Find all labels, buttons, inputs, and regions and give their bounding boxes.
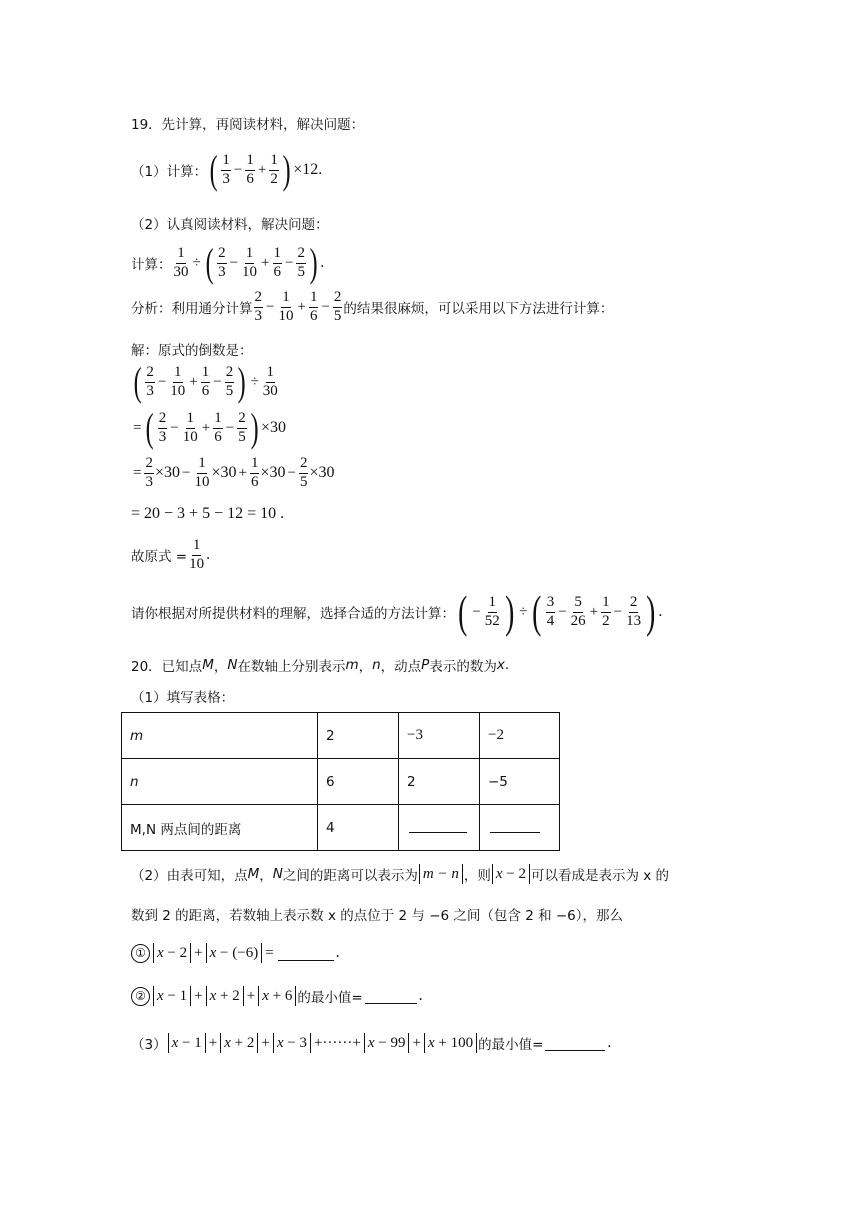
q20-sub1: ① x − 2 + x − (−6) = . [131,943,340,963]
fraction: $\frac{2}{3}$ [254,289,262,324]
fraction: $\frac{1}{10}$ [278,289,294,324]
q20-sub2: ② x − 1 + x + 2 + x + 6 的最小值= . [131,986,423,1006]
q19-step1: ( $\frac{2}{3}$ − $\frac{1}{10}$ + $\frac{1}{6}$ − $\frac{2}{5}$ ) ÷ $\frac{1}{30}$ [133,359,278,404]
q20-part2-line2: 数到 2 的距离，若数轴上表示数 x 的点位于 2 与 −6 之间（包含 2 和 −6），那么 [131,908,624,924]
table-row: M,N 两点间的距离 4 [122,805,560,851]
q19-analysis: 分析：利用通分计算 $\frac{2}{3}$ − $\frac{1}{10}$ + $\frac{1}{6}$ − $\frac{2}{5}$ 的结果很麻烦，可以采用以下方法进行计算： [131,289,614,324]
answer-blank-cell[interactable] [480,805,560,851]
q19-step3: = $\frac{2}{3}$ ×30 − $\frac{1}{10}$ ×30 + $\frac{1}{6}$ ×30 − $\frac{2}{5}$ ×30 [133,455,335,490]
right-paren: ) [282,147,291,192]
fraction: $\frac{1}{6}$ [273,244,281,280]
distance-table [121,712,560,851]
q19-step2: = ( $\frac{2}{3}$ − $\frac{1}{10}$ + $\frac{1}{6}$ − $\frac{2}{5}$ ) ×30 [133,405,287,450]
fraction: $\frac{1}{10}$ [242,244,258,280]
q20-title: 20．已知点 M ， N 在数轴上分别表示 m ， n ，动点 P 表示的数为 x . [131,657,510,675]
fraction: $\frac{1}{30}$ [173,244,189,280]
answer-blank[interactable] [278,946,334,961]
q19-result: 故原式 = $\frac{1}{10}$ . [131,537,211,572]
fraction: $\frac{2}{3}$ [218,244,226,280]
fraction: $\frac{1}{2}$ [270,151,278,187]
q20-part2: （2）由表可知，点 M ， N 之间的距离可以表示为 m − n ，则 x − 2 可以看成是表示为 x 的 [131,866,670,884]
fraction: $\frac{1}{6}$ [246,151,254,187]
q19-part2-label: （2）认真阅读材料，解决问题： [131,217,329,233]
table-row: m 2 −3 −2 [122,713,560,759]
q20-part3: （3） x − 1 + x + 2 + x − 3 +······+ x − 99 + x + 100 的最小值= . [131,1034,612,1053]
fraction: $\frac{1}{3}$ [222,151,230,187]
answer-blank[interactable] [545,1036,605,1051]
fraction: $\frac{2}{5}$ [297,244,305,280]
q19-solution-label: 解：原式的倒数是： [131,343,253,359]
answer-blank-cell[interactable] [399,805,480,851]
q20-part1: （1）填写表格： [131,690,235,706]
left-paren: ( [209,147,218,192]
fraction: $\frac{1}{6}$ [309,289,318,324]
q19-step4: = 20 − 3 + 5 − 12 = 10 . [131,505,285,522]
fraction: $\frac{2}{5}$ [333,289,342,324]
table-row: n 6 2 −5 [122,759,560,805]
q19-calc-expression: 计算： $\frac{1}{30}$ ÷ ( $\frac{2}{3}$ − $\frac{1}{10}$ + $\frac{1}{6}$ − $\frac{2}{5}$ ) . [131,240,325,285]
q19-part1: （1）计算： ( $\frac{1}{3}$ − $\frac{1}{6}$ + $\frac{1}{2}$ ) ×12 . [131,147,323,192]
q19-final-question: 请你根据对所提供材料的理解，选择合适的方法计算： ( − $\frac{1}{52}$ ) ÷ ( $\frac{3}{4}$ − $\frac{5}{26}$ + $\frac{1}{2}$ − $\frac{2}{13}$ ) . [131,586,663,637]
q19-title: 19．先计算，再阅读材料，解决问题： [131,117,365,133]
answer-blank[interactable] [365,989,417,1004]
